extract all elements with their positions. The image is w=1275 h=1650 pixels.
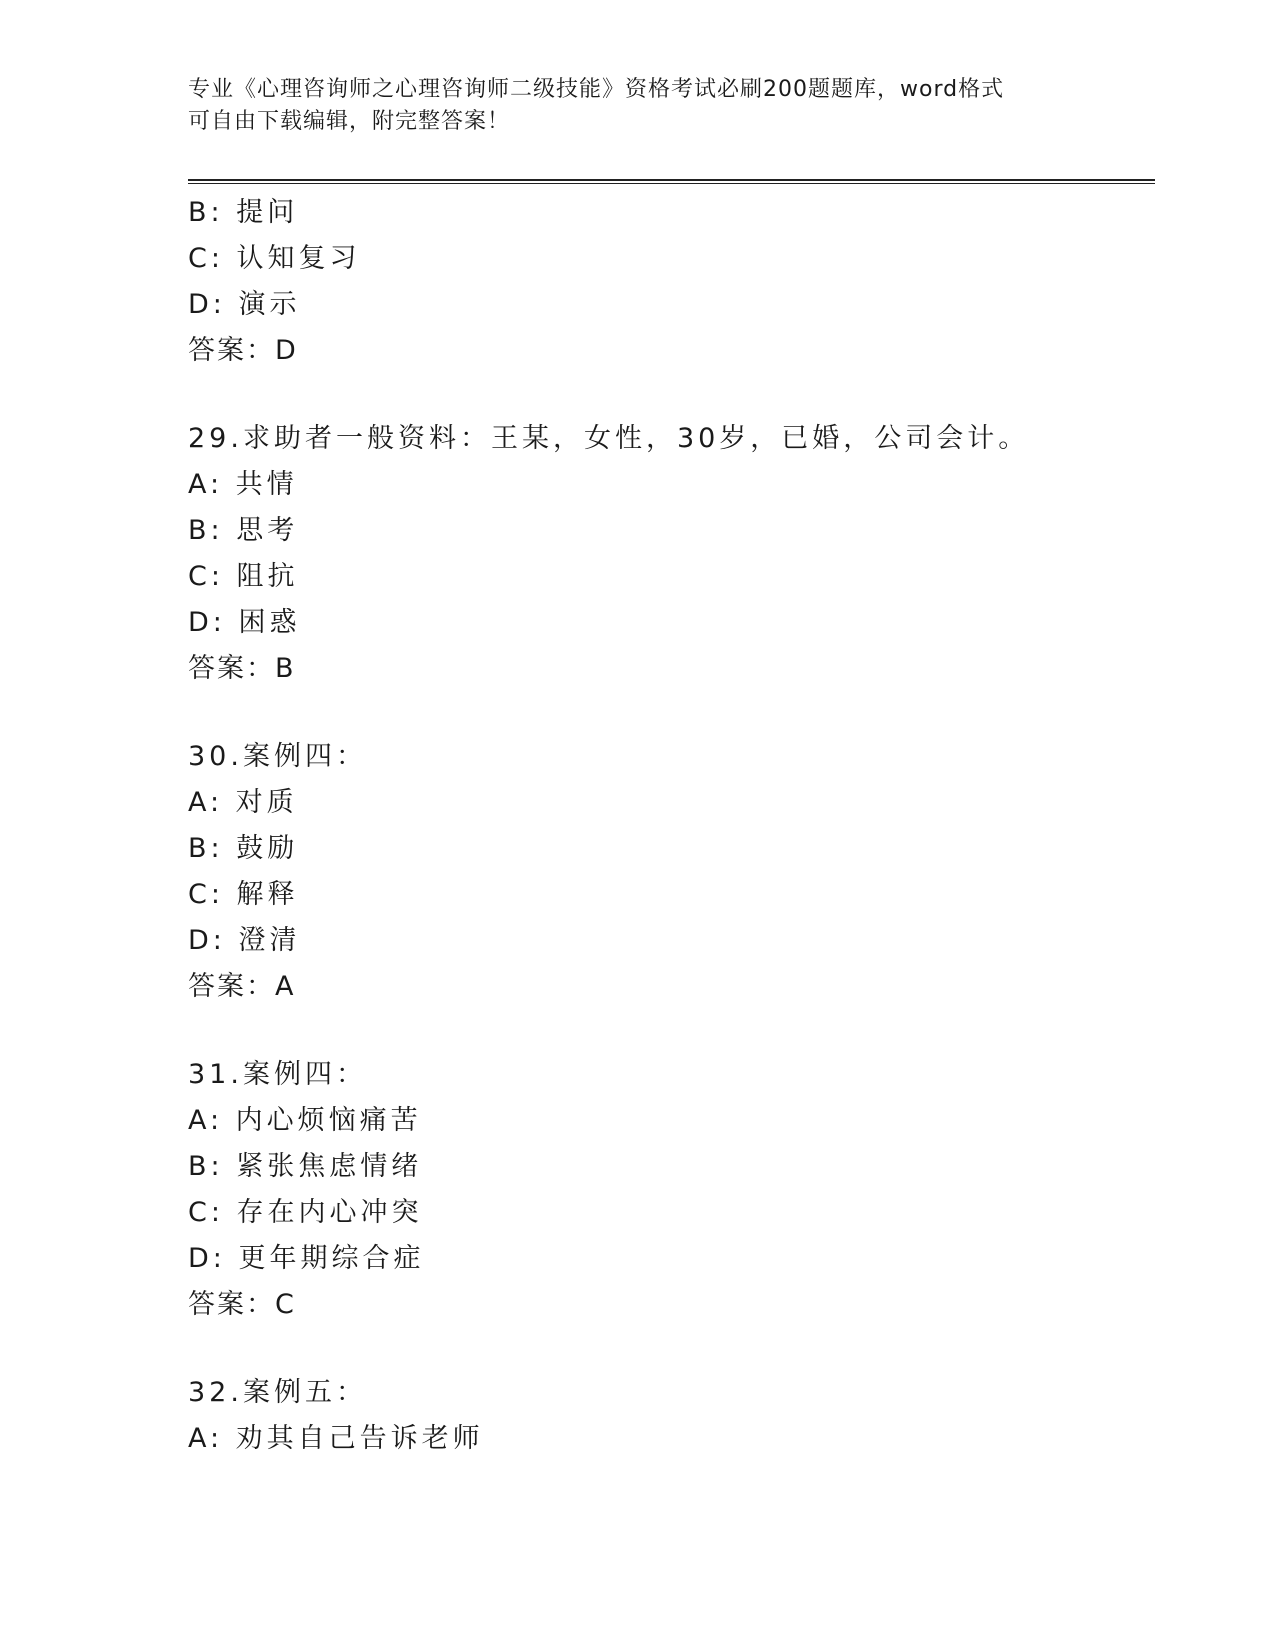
option-d: D: 演示 [188, 289, 301, 320]
option-c: C: 存在内心冲突 [188, 1197, 423, 1228]
option-d: D: 澄清 [188, 925, 301, 956]
option-b: B: 思考 [188, 515, 299, 546]
question-text: 32.案例五： [188, 1377, 367, 1408]
spacer [188, 1328, 1148, 1370]
spacer [188, 1010, 1148, 1052]
option-b: B: 提问 [188, 197, 299, 228]
option-a: A: 内心烦恼痛苦 [188, 1105, 422, 1136]
document-header [188, 74, 1068, 138]
answer-line: 答案：A [188, 971, 296, 1002]
option-a: A: 对质 [188, 787, 298, 818]
option-d: D: 更年期综合症 [188, 1243, 425, 1274]
spacer [188, 374, 1148, 416]
question-block-31 [188, 1052, 1148, 1328]
question-text: 30.案例四： [188, 741, 367, 772]
option-b: B: 鼓励 [188, 833, 299, 864]
question-list [188, 190, 1148, 1462]
question-text: 31.案例四： [188, 1059, 367, 1090]
question-text: 29.求助者一般资料：王某，女性，30岁，已婚，公司会计。 [188, 423, 1030, 454]
option-a: A: 共情 [188, 469, 298, 500]
option-a: A: 劝其自己告诉老师 [188, 1423, 484, 1454]
header-divider-thick [188, 179, 1155, 181]
option-c: C: 阻抗 [188, 561, 299, 592]
option-d: D: 困惑 [188, 607, 301, 638]
question-block-32 [188, 1370, 1148, 1462]
option-c: C: 解释 [188, 879, 299, 910]
header-line-2: 可自由下载编辑，附完整答案！ [188, 109, 511, 134]
option-c: C: 认知复习 [188, 243, 361, 274]
question-block-partial [188, 190, 1148, 374]
answer-line: 答案：B [188, 653, 296, 684]
question-block-29 [188, 416, 1148, 692]
header-line-1: 专业《心理咨询师之心理咨询师二级技能》资格考试必刷200题题库，word格式 [188, 77, 1005, 102]
header-divider-thin [188, 183, 1155, 184]
answer-line: 答案：D [188, 335, 298, 366]
question-block-30 [188, 734, 1148, 1010]
option-b: B: 紧张焦虑情绪 [188, 1151, 423, 1182]
spacer [188, 692, 1148, 734]
answer-line: 答案：C [188, 1289, 296, 1320]
